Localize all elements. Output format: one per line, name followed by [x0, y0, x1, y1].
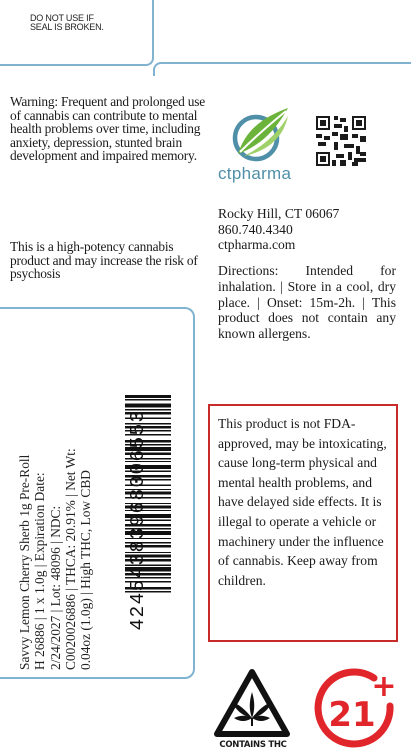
qr-code-icon	[316, 116, 366, 166]
seal-notice-line2: SEAL IS BROKEN.	[30, 22, 104, 32]
website: ctpharma.com	[218, 237, 296, 252]
barcode-number: 42454383968006553	[127, 409, 149, 631]
contains-thc-label: CONTAINS THC	[219, 740, 287, 750]
seal-notice	[30, 14, 104, 32]
fda-notice: This product is not FDA-approved, may be intoxicating, cause long-term physical and mental health problems, and have delayed side effects. It is illegal to operate a vehicle or machinery under the influence of cannabis. Keep away from children.	[218, 416, 387, 588]
potency-warning: This is a high-potency cannabis product and may increase the risk of psychosis	[10, 239, 198, 282]
age-21-text: 21	[328, 695, 376, 735]
phone: 860.740.4340	[218, 221, 293, 237]
fda-notice-box	[208, 404, 398, 642]
product-line3: 2/24/2027 | Lot: 48096 | NDC:	[47, 505, 63, 670]
seal-panel	[0, 0, 154, 66]
cannabis-warning-triangle-icon	[214, 668, 290, 748]
address: Rocky Hill, CT 06067	[218, 206, 340, 221]
health-warning: Warning: Frequent and prolonged use of cannabis can contribute to mental health problems over time, including anxiety, depression, stunted brain development and impaired memory.	[10, 94, 205, 164]
product-line5: 0.04oz (1.0g) | High THC, Low CBD	[78, 470, 94, 670]
age-21-plus-icon	[312, 668, 398, 750]
contact-block	[218, 206, 339, 253]
product-line2: H 26886 | 1 x 1.0g | Expiration Date:	[32, 472, 48, 670]
directions: Directions: Intended for inhalation. | Store in a cool, dry place. | Onset: 15m-2h. | This product does not contain any known allergens.	[218, 263, 396, 342]
product-line4: C0020026886 | THCA: 20.91% | Net Wt:	[62, 448, 78, 670]
seal-notice-line1: DO NOT USE IF	[30, 13, 94, 23]
divider-line	[153, 62, 411, 76]
brand-name: ctpharma	[218, 164, 292, 183]
product-info	[17, 310, 93, 670]
leaf-logo-icon	[226, 106, 290, 164]
product-line1: Savvy Lemon Cherry Sherb 1g Pre-Roll	[17, 454, 32, 670]
age-plus-text: +	[371, 669, 397, 704]
